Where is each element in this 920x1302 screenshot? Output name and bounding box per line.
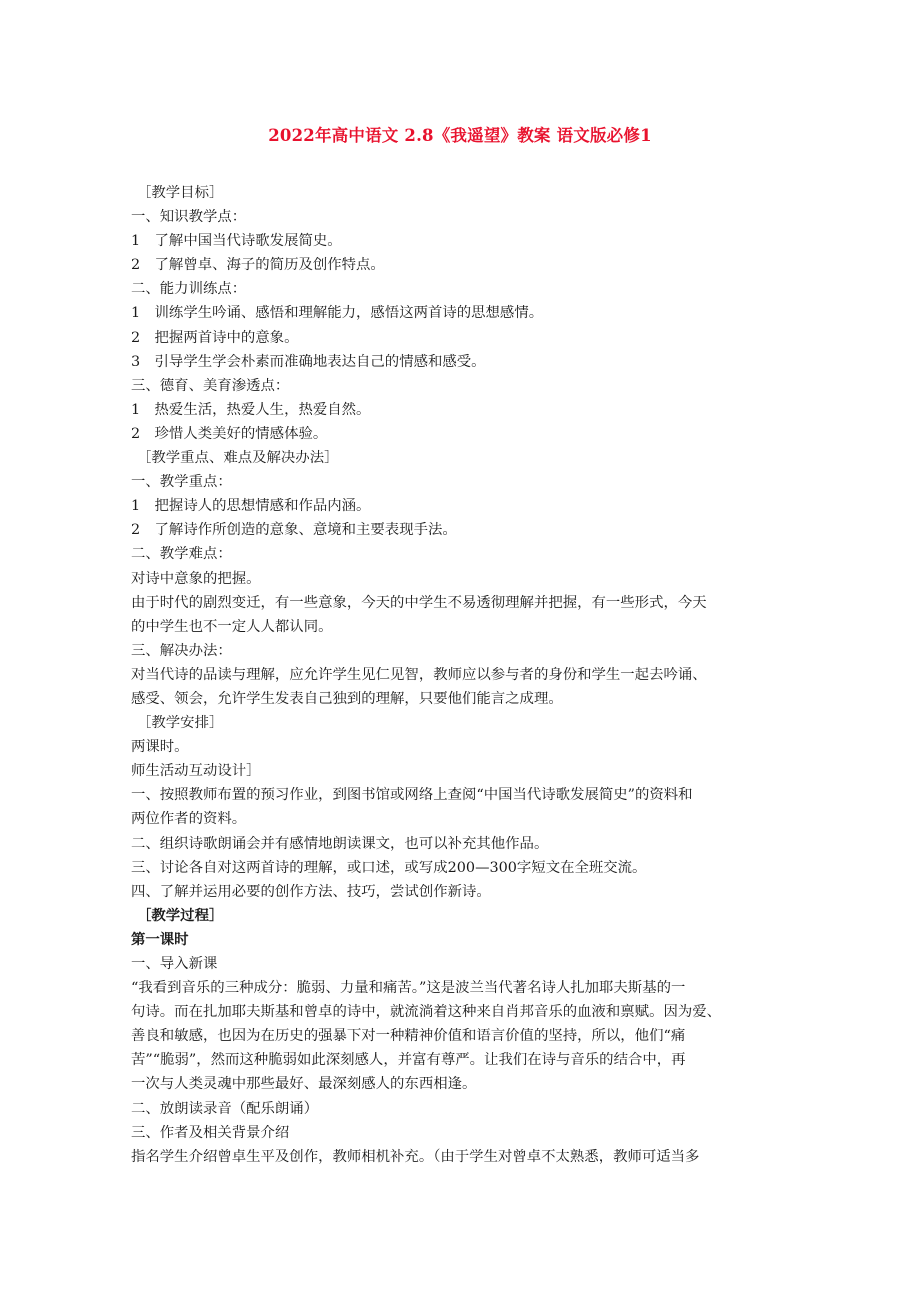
text-line: 两位作者的资料。 bbox=[131, 811, 247, 828]
text-line: 3 引导学生学会朴素而准确地表达自己的情感和感受。 bbox=[131, 353, 486, 370]
text-line: 2 珍惜人类美好的情感体验。 bbox=[131, 425, 328, 442]
text-line: 三、作者及相关背景介绍 bbox=[131, 1124, 290, 1141]
text-line: 对诗中意象的把握。 bbox=[131, 570, 261, 587]
section-heading: 第一课时 bbox=[131, 931, 189, 948]
text-line: 指名学生介绍曾卓生平及创作，教师相机补充。（由于学生对曾卓不太熟悉，教师可适当多 bbox=[131, 1148, 700, 1165]
text-line: 一、按照教师布置的预习作业，到图书馆或网络上查阅“中国当代诗歌发展简史”的资料和 bbox=[131, 787, 693, 804]
text-line: ［教学重点、难点及解决办法］ bbox=[137, 450, 339, 467]
text-line: 三、解决办法： bbox=[131, 642, 232, 659]
text-line: ［教学目标］ bbox=[137, 185, 224, 201]
text-line: 善良和敏感，也因为在历史的强暴下对一种精神价值和语言价值的坚持，所以，他们“痛 bbox=[131, 1028, 686, 1045]
text-line: “我看到音乐的三种成分：脆弱、力量和痛苦。”这是波兰当代著名诗人扎加耶夫斯基的一 bbox=[131, 980, 686, 997]
text-line: 1 把握诗人的思想情感和作品内涵。 bbox=[131, 498, 371, 515]
text-line: 句诗。而在扎加耶夫斯基和曾卓的诗中，就流淌着这种来自肖邦音乐的血液和禀赋。因为爱、 bbox=[131, 1004, 722, 1021]
text-line: 一、知识教学点： bbox=[131, 209, 247, 226]
text-line: 的中学生也不一定人人都认同。 bbox=[131, 618, 333, 635]
text-line: 一、教学重点： bbox=[131, 474, 232, 491]
text-line: 二、组织诗歌朗诵会并有感情地朗读课文，也可以补充其他作品。 bbox=[131, 835, 549, 852]
text-line: 四、了解并运用必要的创作方法、技巧，尝试创作新诗。 bbox=[131, 883, 491, 900]
text-line: 三、讨论各自对这两首诗的理解，或口述，或写成200—300字短文在全班交流。 bbox=[131, 859, 647, 876]
text-line: 二、能力训练点： bbox=[131, 281, 247, 298]
text-line: 两课时。 bbox=[131, 739, 189, 756]
text-line: 三、德育、美育渗透点： bbox=[131, 377, 290, 394]
document-title: 2022年高中语文 2.8《我遥望》教案 语文版必修1 bbox=[268, 126, 652, 145]
text-line: 师生活动互动设计］ bbox=[131, 763, 261, 780]
text-line: ［教学安排］ bbox=[137, 715, 224, 732]
text-line: 1 了解中国当代诗歌发展简史。 bbox=[131, 233, 342, 250]
text-line: 一、导入新课 bbox=[131, 956, 218, 972]
text-line: 对当代诗的品读与理解，应允许学生见仁见智，教师应以参与者的身份和学生一起去吟诵、 bbox=[131, 666, 707, 683]
text-line: 由于时代的剧烈变迁，有一些意象，今天的中学生不易透彻理解并把握，有一些形式，今天 bbox=[131, 594, 707, 611]
text-line: 2 了解曾卓、海子的简历及创作特点。 bbox=[131, 257, 385, 274]
text-line: 二、放朗读录音（配乐朗诵） bbox=[131, 1100, 319, 1117]
text-line: 一次与人类灵魂中那些最好、最深刻感人的东西相逢。 bbox=[131, 1076, 477, 1093]
text-line: 2 把握两首诗中的意象。 bbox=[131, 329, 299, 346]
text-line: 感受、领会，允许学生发表自己独到的理解，只要他们能言之成理。 bbox=[131, 690, 563, 707]
text-line: 2 了解诗作所创造的意象、意境和主要表现手法。 bbox=[131, 522, 457, 539]
text-line: 苦”“脆弱”，然而这种脆弱如此深刻感人，并富有尊严。让我们在诗与音乐的结合中，再 bbox=[131, 1052, 686, 1069]
text-line: 二、教学难点： bbox=[131, 546, 232, 563]
text-line: 1 训练学生吟诵、感悟和理解能力，感悟这两首诗的思想感情。 bbox=[131, 305, 544, 322]
text-line: 1 热爱生活，热爱人生，热爱自然。 bbox=[131, 401, 371, 418]
document-body bbox=[131, 181, 799, 1169]
section-heading: ［教学过程］ bbox=[137, 907, 224, 924]
